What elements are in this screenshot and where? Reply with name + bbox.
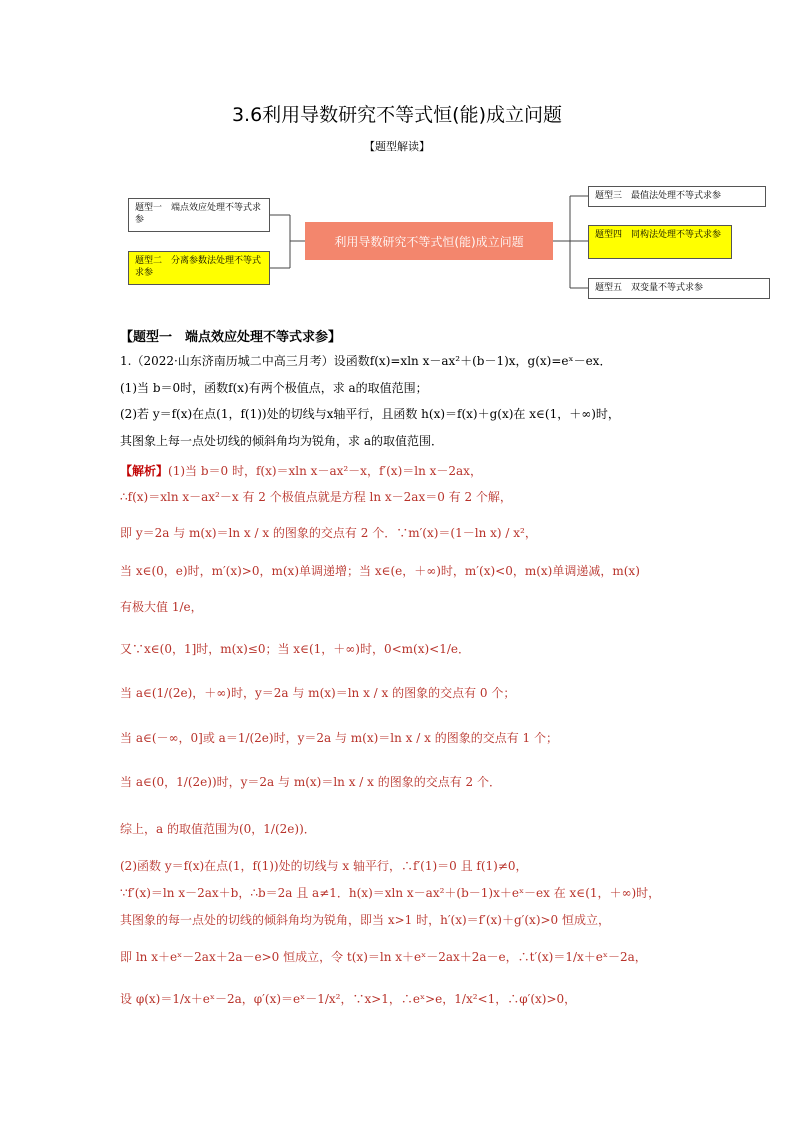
mindmap-center: 利用导数研究不等式恒(能)成立问题 [305,222,553,260]
analysis-line: ∵f′(x)＝ln x－2ax＋b，∴b＝2a 且 a≠1．h(x)＝xln x－ax²＋(b－1)x＋eˣ－ex 在 x∈(1，＋∞)时， [120,886,661,900]
problem-line: 1.（2022·山东济南历城二中高三月考）设函数f(x)=xln x－ax²＋(b－1)x，g(x)=eˣ－ex． [120,354,612,368]
analysis-line: 【解析】(1)当 b＝0 时，f(x)＝xln x－ax²－x，f′(x)＝ln x－2ax， [120,464,482,478]
mindmap-right-3: 题型五 双变量不等式求参 [588,278,770,299]
analysis-line: 有极大值 1/e， [120,600,203,614]
page-title: 3.6利用导数研究不等式恒(能)成立问题 [231,104,563,126]
problem-line: (2)若 y＝f(x)在点(1，f(1))处的切线与x轴平行，且函数 h(x)＝f(x)＋g(x)在 x∈(1，＋∞)时， [120,407,620,421]
analysis-line: 当 a∈(－∞，0]或 a＝1/(2e)时，y＝2a 与 m(x)＝ln x / x 的图象的交点有 1 个； [120,731,558,745]
analysis-label: 【解析】 [120,464,169,478]
analysis-line: 即 ln x＋eˣ－2ax＋2a－e>0 恒成立，令 t(x)＝ln x＋eˣ－2ax＋2a－e，∴t′(x)＝1/x＋eˣ－2a， [120,950,647,964]
analysis-line: 综上，a 的取值范围为(0，1/(2e))． [120,822,316,836]
mindmap-connectors [0,0,794,320]
section-title: 【题型一 端点效应处理不等式求参】 [120,330,342,345]
analysis-line: 即 y＝2a 与 m(x)＝ln x / x 的图象的交点有 2 个．∵m′(x)＝(1－ln x) / x²， [120,526,537,540]
analysis-line: 又∵x∈(0，1]时，m(x)≤0；当 x∈(1，＋∞)时，0<m(x)<1/e． [120,642,470,656]
mindmap-left-2: 题型二 分离参数法处理不等式求参 [128,251,270,285]
analysis-line: 其图象的每一点处的切线的倾斜角均为锐角，即当 x>1 时，h′(x)＝f′(x)＋g′(x)>0 恒成立， [120,913,611,927]
mindmap-left-1: 题型一 端点效应处理不等式求参 [128,198,270,232]
mindmap-right-2: 题型四 同构法处理不等式求参 [588,225,732,259]
problem-line: (1)当 b＝0时，函数f(x)有两个极值点，求 a的取值范围； [120,381,428,395]
analysis-line: 当 x∈(0，e)时，m′(x)>0，m(x)单调递增；当 x∈(e，＋∞)时，m′(x)<0，m(x)单调递减，m(x) [120,564,640,578]
analysis-line: 当 a∈(1/(2e)，＋∞)时，y＝2a 与 m(x)＝ln x / x 的图象的交点有 0 个； [120,686,516,700]
mindmap-right-1: 题型三 最值法处理不等式求参 [588,186,766,207]
analysis-line: (2)函数 y＝f(x)在点(1，f(1))处的切线与 x 轴平行，∴f′(1)＝0 且 f(1)≠0， [120,859,528,873]
problem-line: 其图象上每一点处切线的倾斜角均为锐角，求 a的取值范围． [120,434,443,448]
analysis-line: 设 φ(x)＝1/x＋eˣ－2a，φ′(x)＝eˣ－1/x²，∵x>1，∴eˣ>e，1/x²<1，∴φ′(x)>0， [120,992,577,1006]
analysis-line: 当 a∈(0，1/(2e))时，y＝2a 与 m(x)＝ln x / x 的图象的交点有 2 个． [120,775,502,789]
analysis-line: ∴f(x)＝xln x－ax²－x 有 2 个极值点就是方程 ln x－2ax＝0 有 2 个解， [120,490,512,504]
page-subtitle: 【题型解读】 [364,140,430,153]
